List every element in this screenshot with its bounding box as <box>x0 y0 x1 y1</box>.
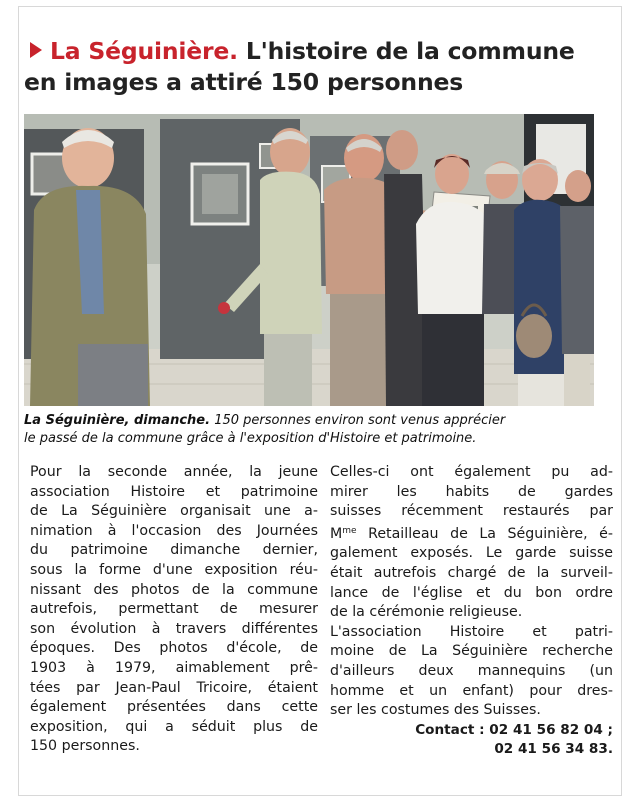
body-line: galement exposés. Le garde suisse <box>330 545 613 562</box>
article-body <box>30 463 615 788</box>
headline <box>24 36 610 98</box>
body-line: mirer les habits de gardes <box>330 483 613 500</box>
body-line: du patrimoine dimanche dernier, <box>30 542 318 559</box>
caption-line-2: le passé de la commune grâce à l'exposition d'Histoire et patrimoine. <box>24 431 477 446</box>
body-line: était autrefois chargé de la surveil- <box>330 564 613 581</box>
body-line: lance de l'église et du bon ordre <box>330 584 613 601</box>
body-line: L'association Histoire et patri- <box>330 623 613 640</box>
headline-kicker: La Séguinière. <box>50 37 238 65</box>
body-line: nimation à l'occasion des Journées <box>30 522 318 539</box>
body-line: son évolution à travers différentes <box>30 620 318 637</box>
contact-phone-1: Contact : 02 41 56 82 04 ; <box>415 721 613 738</box>
headline-title-line1: L'histoire de la commune <box>245 37 575 65</box>
body-line: autrefois, permettant de mesurer <box>30 601 318 618</box>
body-line: de la cérémonie religieuse. <box>330 604 523 621</box>
contact-phone-2: 02 41 56 34 83. <box>494 741 613 758</box>
caption-line-1 <box>24 412 599 430</box>
body-line: époques. Des photos d'école, de <box>30 640 318 657</box>
body-line: suisses récemment restaurés par <box>330 503 613 520</box>
body-line: de La Séguinière organisait une a- <box>30 503 318 520</box>
body-line: d'ailleurs deux mannequins (un <box>330 662 613 679</box>
red-arrow-icon <box>30 42 42 58</box>
body-column-left <box>30 463 318 757</box>
article-photo <box>24 114 594 406</box>
mme-rest: Retailleau de La Séguinière, é- <box>356 525 613 542</box>
caption-text-1: 150 personnes environ sont venus apprécier <box>210 413 506 428</box>
caption-lead: La Séguinière, dimanche. <box>24 413 211 428</box>
body-line: nissant des photos de la commune <box>30 581 318 598</box>
body-column-right <box>330 463 613 760</box>
body-line: Celles-ci ont également pu ad- <box>330 464 613 480</box>
body-line: sous la forme d'une exposition réu- <box>30 561 318 578</box>
body-line-mme <box>330 522 613 545</box>
photo-illustration <box>24 114 594 406</box>
mme-superscript: me <box>342 525 357 536</box>
body-line: tées par Jean-Paul Tricoire, étaient <box>30 679 318 696</box>
headline-title-line2: en images a attiré 150 personnes <box>24 68 464 96</box>
photo-caption <box>24 412 599 448</box>
body-line: Pour la seconde année, la jeune <box>30 464 318 480</box>
body-line: exposition, qui a séduit plus de <box>30 718 318 735</box>
body-line: association Histoire et patrimoine <box>30 483 318 500</box>
body-line: ser les costumes des Suisses. <box>330 702 541 719</box>
body-line: homme et un enfant) pour dres- <box>330 682 613 699</box>
body-line: moine de La Séguinière recherche <box>330 643 613 660</box>
mme-prefix: M <box>330 525 343 542</box>
body-line: 150 personnes. <box>30 738 140 755</box>
body-line: également présentées dans cette <box>30 699 318 716</box>
body-line: 1903 à 1979, aimablement prê- <box>30 659 318 676</box>
